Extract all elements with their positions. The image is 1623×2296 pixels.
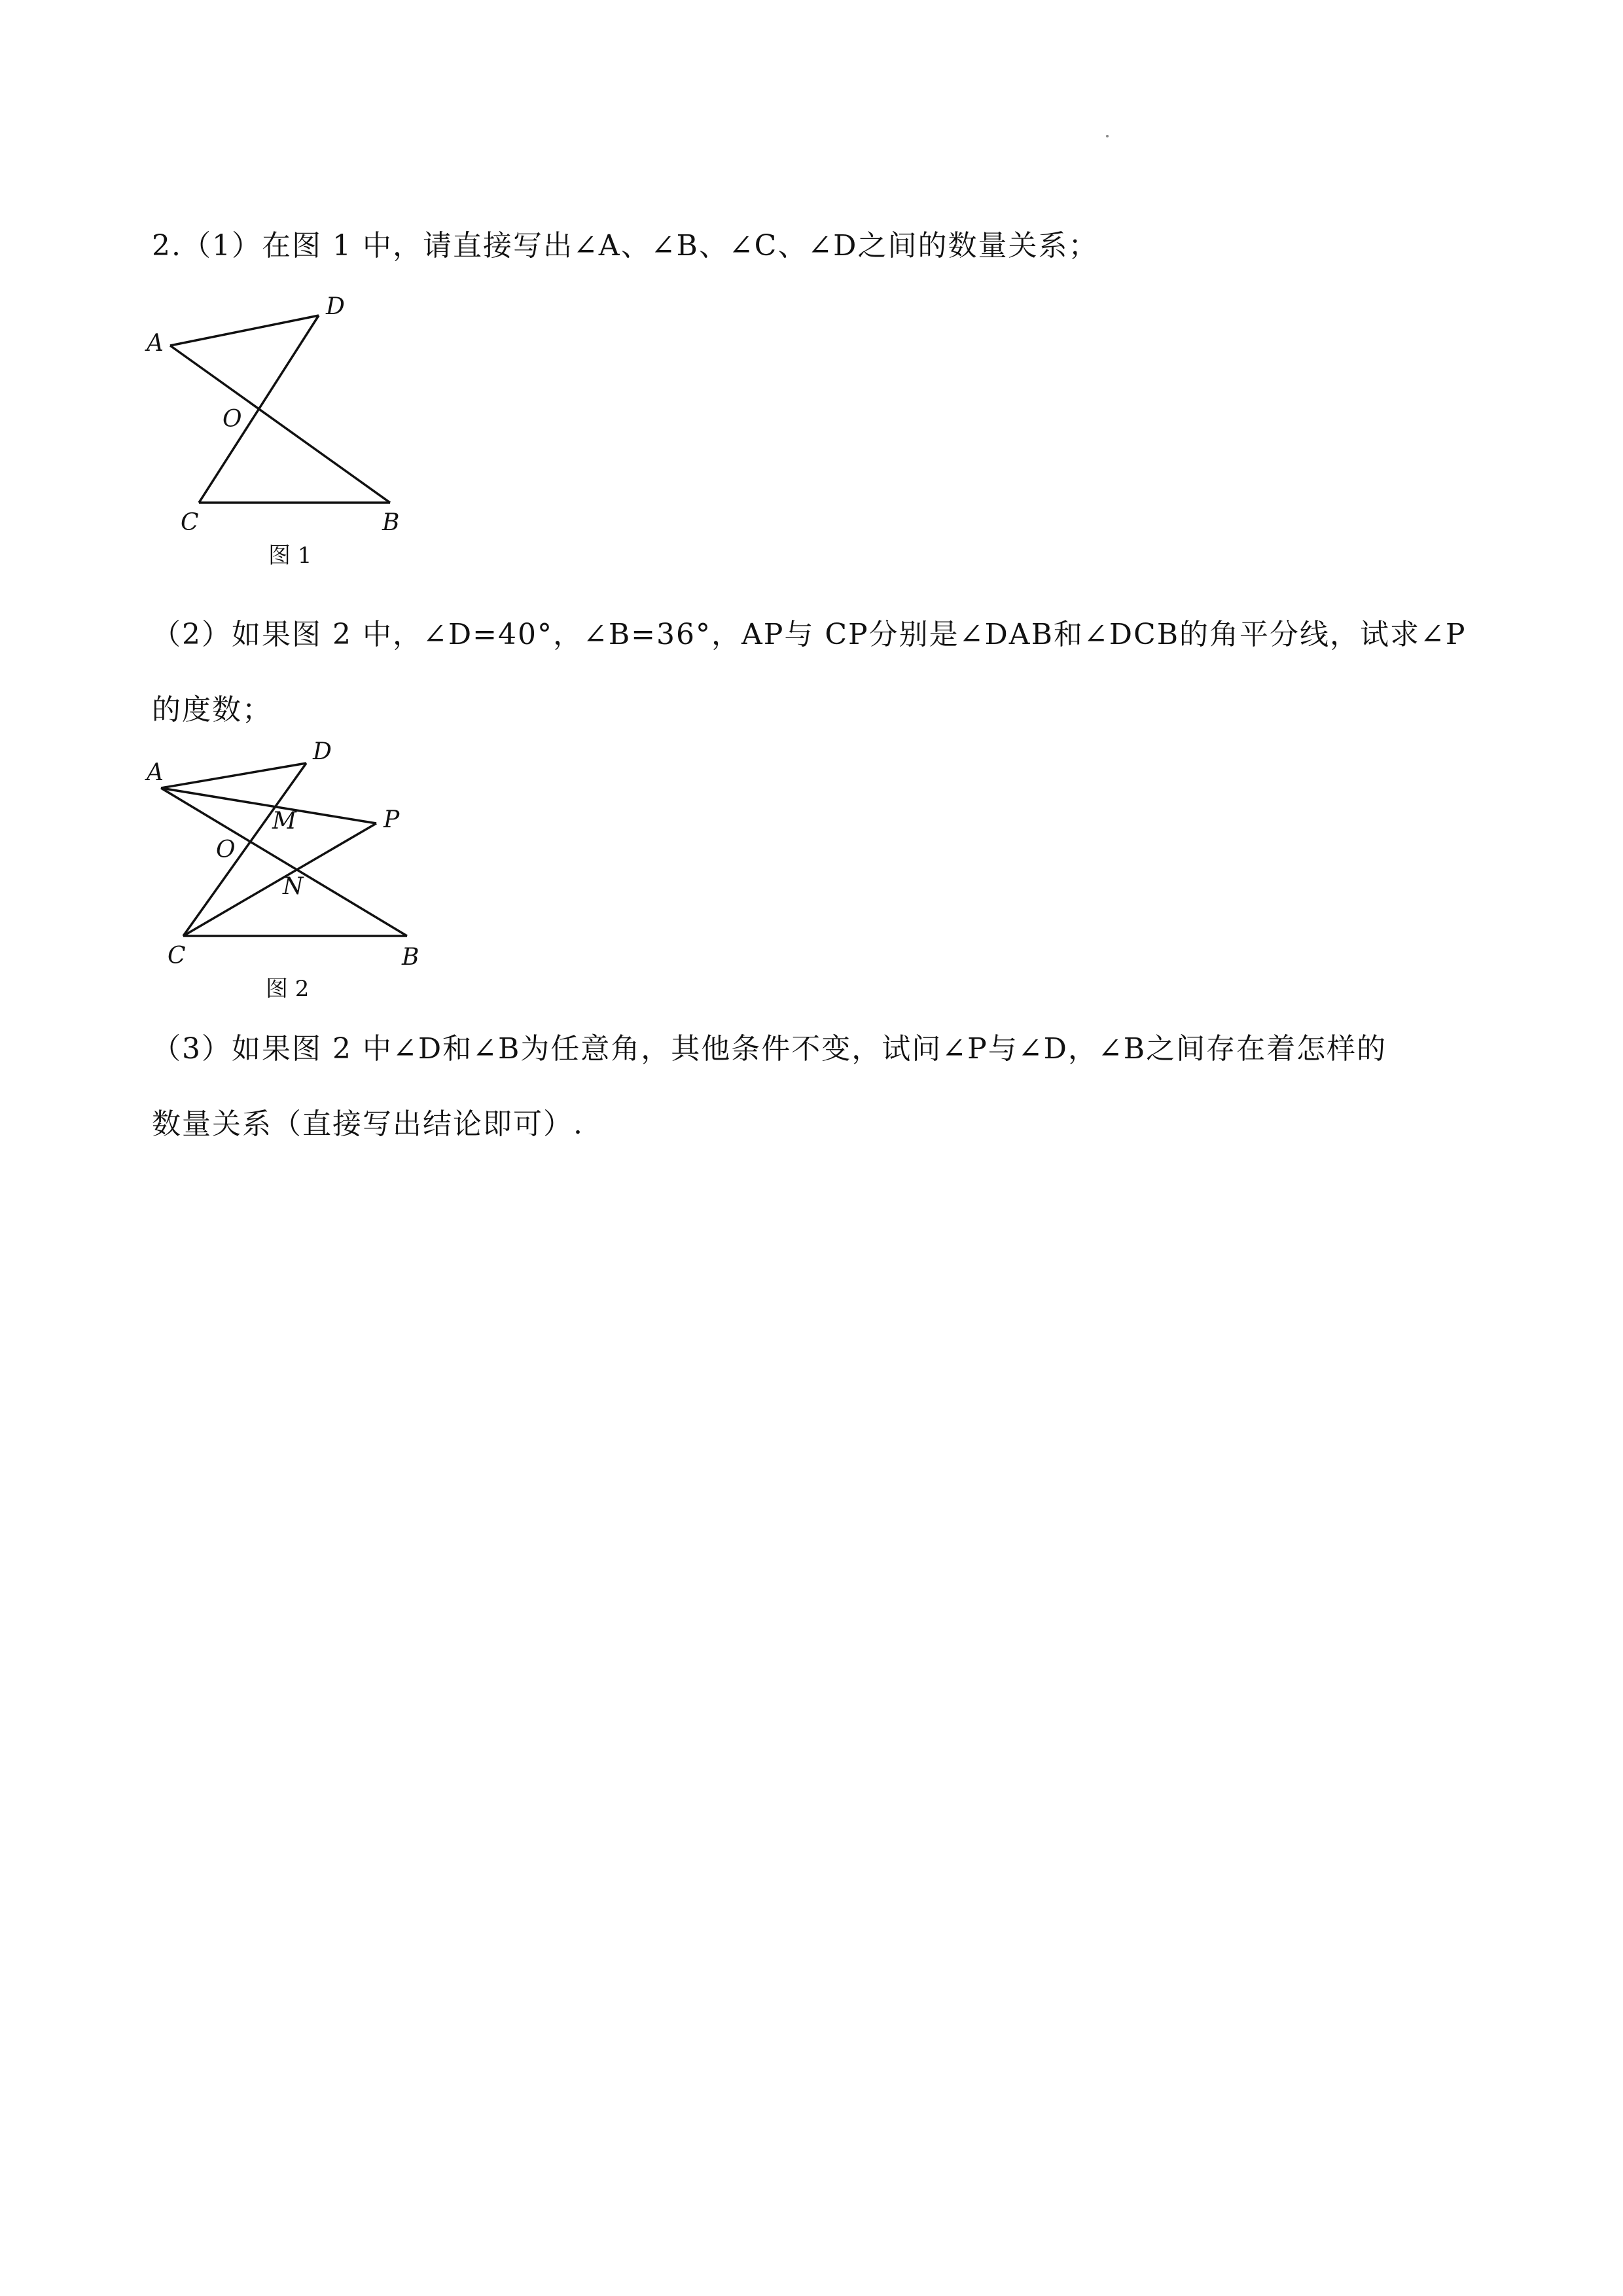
segment-dc — [183, 763, 306, 936]
label-p: P — [383, 806, 400, 833]
problem-part3-line1: （3）如果图 2 中∠D和∠B为任意角，其他条件不变，试问∠P与∠D，∠B之间存在着怎样的 — [152, 1032, 1387, 1066]
label-n: N — [283, 873, 304, 900]
label-c: C — [168, 942, 186, 969]
label-b: B — [402, 944, 419, 971]
label-c: C — [181, 509, 199, 536]
label-b: B — [382, 509, 400, 536]
label-a: A — [147, 330, 164, 357]
problem-part3-line2: 数量关系（直接写出结论即可）. — [152, 1107, 584, 1141]
segment-dc — [199, 315, 319, 503]
segment-ad — [161, 763, 306, 788]
label-a: A — [147, 759, 164, 786]
figure-1 — [144, 288, 419, 576]
stray-dot — [1106, 135, 1109, 137]
segment-cp — [183, 823, 376, 936]
label-m: M — [272, 808, 296, 834]
figure-1-caption: 图 1 — [268, 543, 312, 569]
figure-2-diagram — [144, 740, 445, 1001]
figure-2-caption: 图 2 — [266, 976, 310, 1002]
label-d: D — [326, 293, 345, 320]
label-o: O — [216, 836, 236, 863]
label-o: O — [223, 406, 242, 433]
problem-part1: 2.（1）在图 1 中，请直接写出∠A、∠B、∠C、∠D之间的数量关系； — [152, 229, 1099, 262]
problem-part2-line2: 的度数； — [152, 693, 272, 726]
segment-ad — [170, 315, 319, 346]
label-d: D — [313, 738, 332, 765]
segment-ab — [170, 346, 390, 503]
figure-2 — [144, 740, 445, 1001]
problem-part2-line1: （2）如果图 2 中，∠D=40°，∠B=36°，AP与 CP分别是∠DAB和∠DCB的角平分线，试求∠P — [152, 618, 1467, 651]
figure-1-diagram — [144, 288, 419, 576]
segment-ap — [161, 788, 376, 823]
